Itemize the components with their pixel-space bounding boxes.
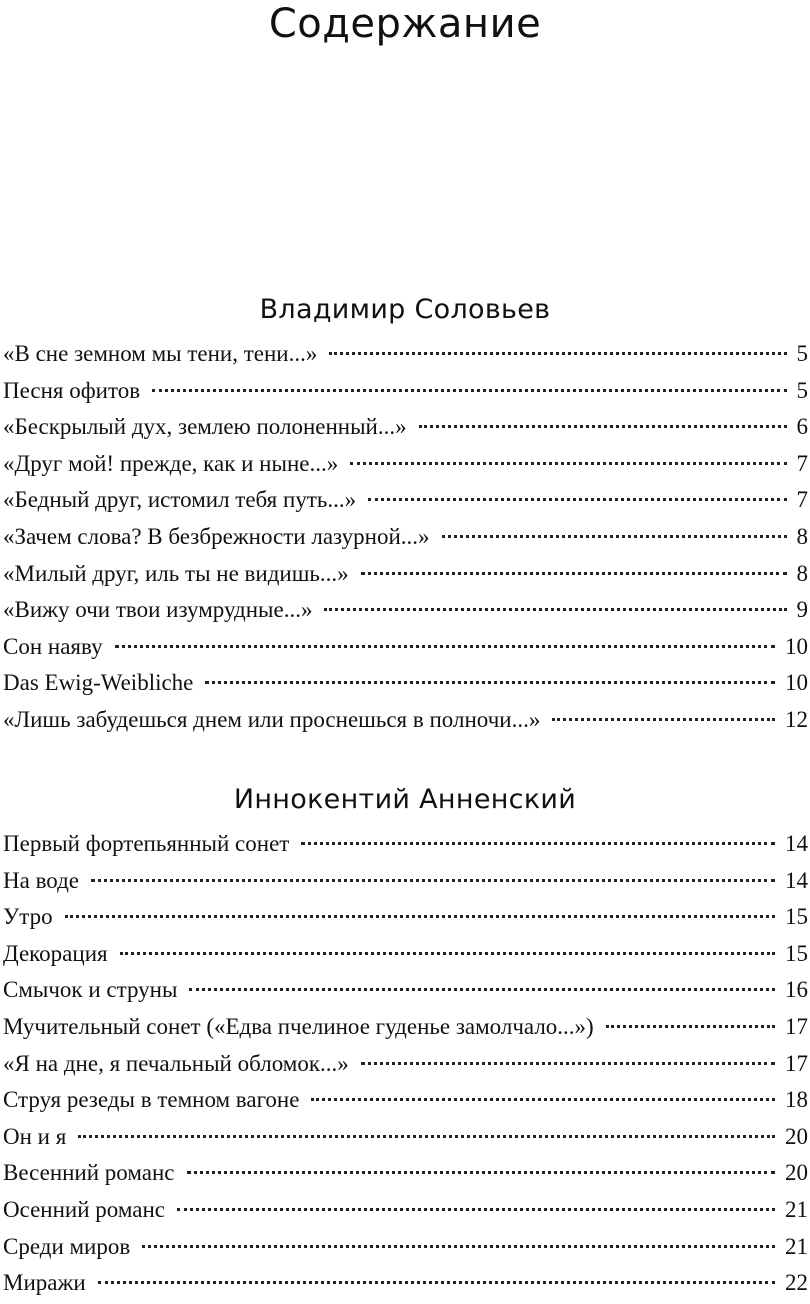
toc-entry-page: 15 xyxy=(785,904,808,930)
dot-leader xyxy=(361,572,787,575)
toc-entry-title: На воде xyxy=(3,867,80,893)
toc-entry-page: 5 xyxy=(796,377,808,403)
dot-leader xyxy=(142,1245,775,1248)
toc-entry-page: 17 xyxy=(785,1050,808,1076)
section-annensky xyxy=(0,782,810,1302)
toc-entry[interactable] xyxy=(0,592,810,629)
toc-entry-title: Первый фортепьянный сонет xyxy=(3,831,290,856)
toc-entry-page: 17 xyxy=(785,1013,808,1039)
toc-entry-title: Весенний романс xyxy=(3,1160,175,1186)
toc-entry-page: 8 xyxy=(796,523,808,549)
toc-entry[interactable] xyxy=(0,446,810,483)
toc-entry-title: «Милый друг, иль ты не видишь...» xyxy=(3,560,349,586)
toc-entry[interactable] xyxy=(0,702,810,739)
toc-entry-page: 14 xyxy=(785,831,808,856)
toc-entry-title: Das Ewig-Weibliche xyxy=(3,670,194,696)
toc-entry[interactable] xyxy=(0,899,810,936)
toc-entry-title: «Бескрылый дух, землею полоненный...» xyxy=(3,414,407,440)
toc-entry[interactable] xyxy=(0,936,810,973)
toc-entry-title: «Друг мой! прежде, как и ныне...» xyxy=(3,450,339,476)
toc-entry-title: «Лишь забудешься днем или проснешься в полночи...» xyxy=(3,706,541,732)
toc-entry[interactable] xyxy=(0,826,810,863)
toc-entry-title: Миражи xyxy=(3,1270,86,1296)
toc-entry-title: Декорация xyxy=(3,940,108,966)
toc-entry-page: 7 xyxy=(796,487,808,513)
dot-leader xyxy=(552,718,775,721)
toc-entry-title: «Я на дне, я печальный обломок...» xyxy=(3,1050,349,1076)
toc-entry-page: 8 xyxy=(796,560,808,586)
toc-entry[interactable] xyxy=(0,1155,810,1192)
toc-entry-title: Струя резеды в темном вагоне xyxy=(3,1087,300,1113)
section-heading: Иннокентий Анненский xyxy=(233,784,577,815)
toc-entry[interactable] xyxy=(0,1265,810,1302)
toc-entry-page: 21 xyxy=(785,1196,808,1222)
dot-leader xyxy=(115,645,775,648)
toc-entry[interactable] xyxy=(0,1119,810,1156)
toc-entry[interactable] xyxy=(0,336,810,373)
toc-entry-page: 14 xyxy=(785,867,808,893)
toc-entry-title: Мучительный сонет («Едва пчелиное гуденье замолчало...») xyxy=(3,1013,594,1039)
toc-entry[interactable] xyxy=(0,1192,810,1229)
toc-entry[interactable] xyxy=(0,1009,810,1046)
toc-entry-title: «Бедный друг, истомил тебя путь...» xyxy=(3,487,357,513)
toc-entry-page: 10 xyxy=(785,670,808,696)
dot-leader xyxy=(205,681,775,684)
toc-entry-page: 18 xyxy=(785,1087,808,1113)
toc-entry-title: Среди миров xyxy=(3,1233,131,1259)
dot-leader xyxy=(152,389,786,392)
toc-entry[interactable] xyxy=(0,519,810,556)
dot-leader xyxy=(187,1171,776,1174)
toc-entry-title: Смычок и струны xyxy=(3,977,178,1003)
dot-leader xyxy=(368,498,786,501)
section-heading: Владимир Соловьев xyxy=(259,294,551,325)
dot-leader xyxy=(311,1098,775,1101)
toc-entry-page: 15 xyxy=(785,940,808,966)
toc-entry[interactable] xyxy=(0,482,810,519)
toc-entry-title: Песня офитов xyxy=(3,377,141,403)
dot-leader xyxy=(120,952,775,955)
dot-leader xyxy=(419,425,787,428)
toc-entry[interactable] xyxy=(0,373,810,410)
toc-entry[interactable] xyxy=(0,1229,810,1266)
toc-entry-title: «Вижу очи твои изумрудные...» xyxy=(3,597,313,623)
toc-entry-page: 5 xyxy=(796,341,808,366)
dot-leader xyxy=(301,842,775,845)
dot-leader xyxy=(324,608,786,611)
toc-entry-page: 21 xyxy=(785,1233,808,1259)
dot-leader xyxy=(78,1135,775,1138)
toc-entry-title: Осенний романс xyxy=(3,1196,165,1222)
toc-entry[interactable] xyxy=(0,665,810,702)
toc-entry-title: Он и я xyxy=(3,1123,67,1149)
toc-entry-page: 20 xyxy=(785,1160,808,1186)
toc-entry-title: «Зачем слова? В безбрежности лазурной...» xyxy=(3,523,430,549)
toc-entry[interactable] xyxy=(0,972,810,1009)
toc-entry[interactable] xyxy=(0,863,810,900)
toc-entry-page: 22 xyxy=(785,1270,808,1296)
dot-leader xyxy=(442,535,787,538)
toc-entry-title: Утро xyxy=(3,904,53,930)
toc-entry[interactable] xyxy=(0,1082,810,1119)
toc-entry-page: 10 xyxy=(785,633,808,659)
toc-list xyxy=(0,336,810,739)
dot-leader xyxy=(177,1208,775,1211)
toc-entry-page: 9 xyxy=(796,597,808,623)
section-solovyov xyxy=(0,292,810,739)
dot-leader xyxy=(189,988,775,991)
toc-entry[interactable] xyxy=(0,629,810,666)
toc-entry-page: 6 xyxy=(796,414,808,440)
dot-leader xyxy=(91,879,775,882)
dot-leader xyxy=(98,1281,775,1284)
toc-entry-title: «В сне земном мы тени, тени...» xyxy=(3,341,318,366)
page-title: Содержание xyxy=(268,1,542,47)
toc-entry-page: 7 xyxy=(796,450,808,476)
toc-entry-page: 12 xyxy=(785,706,808,732)
toc-entry[interactable] xyxy=(0,556,810,593)
toc-entry-title: Сон наяву xyxy=(3,633,103,659)
dot-leader xyxy=(65,915,775,918)
toc-entry[interactable] xyxy=(0,1046,810,1083)
dot-leader xyxy=(329,352,786,355)
toc-entry-page: 20 xyxy=(785,1123,808,1149)
dot-leader xyxy=(361,1062,775,1065)
toc-list xyxy=(0,826,810,1302)
toc-entry[interactable] xyxy=(0,409,810,446)
dot-leader xyxy=(350,462,786,465)
dot-leader xyxy=(606,1025,775,1028)
toc-entry-page: 16 xyxy=(785,977,808,1003)
